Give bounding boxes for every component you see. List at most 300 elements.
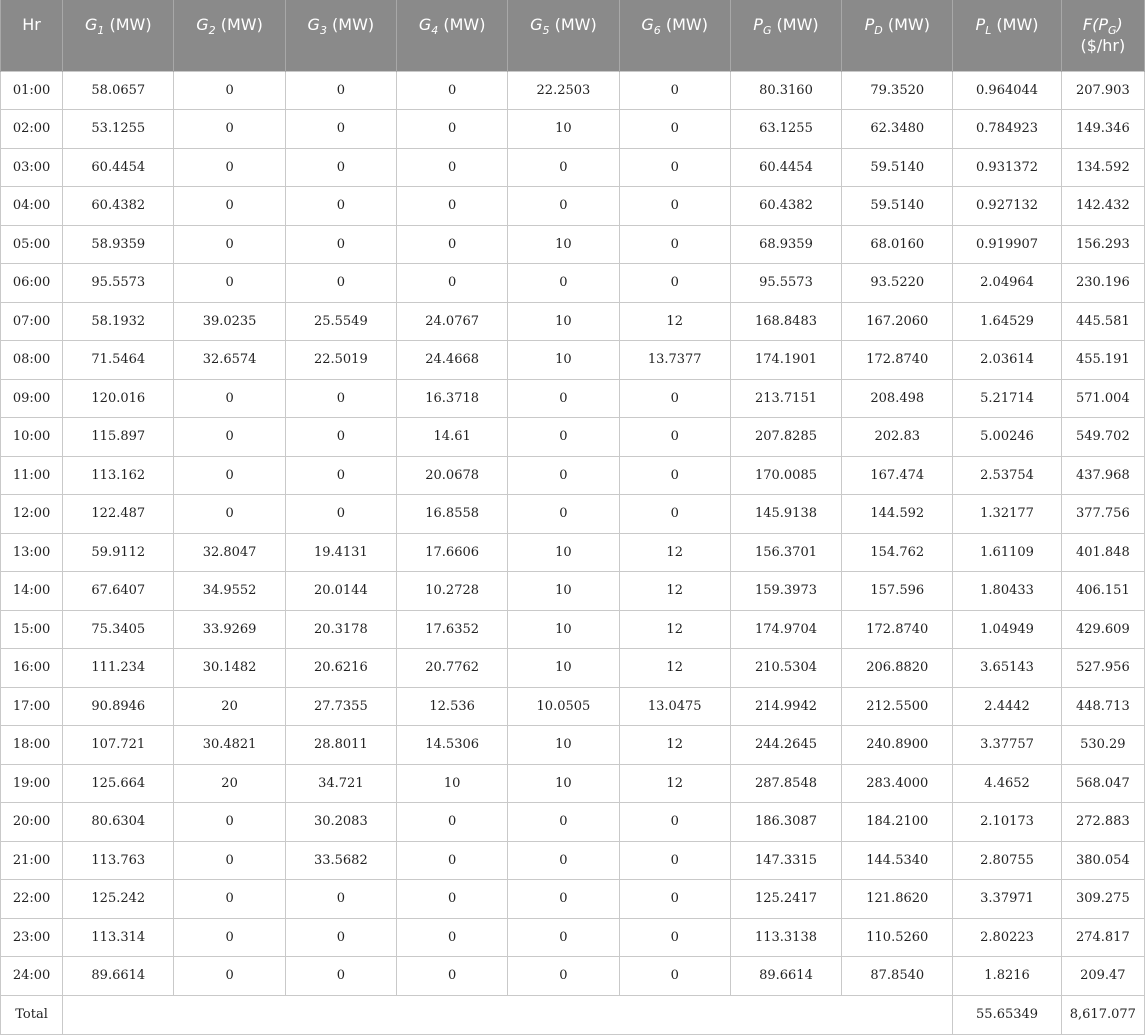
table-cell: 120.016 xyxy=(63,379,174,418)
table-cell: 0 xyxy=(619,495,730,534)
table-cell: 167.2060 xyxy=(842,302,953,341)
header-unit: (MW) xyxy=(326,15,375,34)
table-cell: 93.5220 xyxy=(842,264,953,303)
table-cell: 2.80223 xyxy=(953,918,1061,957)
table-cell: 0 xyxy=(397,803,508,842)
table-cell: 10 xyxy=(508,610,619,649)
table-cell: 0.784923 xyxy=(953,110,1061,149)
table-cell: 0 xyxy=(619,225,730,264)
table-cell: 24.4668 xyxy=(397,341,508,380)
table-row xyxy=(1,649,1145,688)
table-cell: 0 xyxy=(174,418,285,457)
table-cell: 10 xyxy=(508,341,619,380)
table-cell: 145.9138 xyxy=(730,495,841,534)
table-cell: 274.817 xyxy=(1061,918,1144,957)
table-cell: 0 xyxy=(285,71,396,110)
table-cell: 10 xyxy=(508,533,619,572)
table-cell: 07:00 xyxy=(1,302,63,341)
table-cell: 14:00 xyxy=(1,572,63,611)
table-cell: 210.5304 xyxy=(730,649,841,688)
table-row xyxy=(1,610,1145,649)
table-cell: 68.9359 xyxy=(730,225,841,264)
table-cell: 5.21714 xyxy=(953,379,1061,418)
table-cell: 10 xyxy=(508,110,619,149)
header-unit: (MW) xyxy=(438,15,486,34)
table-cell: 0 xyxy=(285,418,396,457)
table-cell: 0 xyxy=(619,803,730,842)
table-cell: 0 xyxy=(508,187,619,226)
table-row xyxy=(1,225,1145,264)
table-cell: 0 xyxy=(508,456,619,495)
header-g3 xyxy=(285,0,396,71)
table-cell: 125.242 xyxy=(63,880,174,919)
table-row xyxy=(1,918,1145,957)
table-cell: 1.64529 xyxy=(953,302,1061,341)
table-cell: 406.151 xyxy=(1061,572,1144,611)
table-cell: 32.8047 xyxy=(174,533,285,572)
table-row xyxy=(1,880,1145,919)
table-cell: 230.196 xyxy=(1061,264,1144,303)
header-subscript: D xyxy=(874,24,883,38)
total-row xyxy=(1,995,1145,1034)
table-cell: 0 xyxy=(619,148,730,187)
header-hr xyxy=(1,0,63,71)
table-row xyxy=(1,418,1145,457)
table-cell: 16:00 xyxy=(1,649,63,688)
table-cell: 0 xyxy=(285,110,396,149)
table-cell: 157.596 xyxy=(842,572,953,611)
table-cell: 2.80755 xyxy=(953,841,1061,880)
table-cell: 27.7355 xyxy=(285,687,396,726)
table-row xyxy=(1,841,1145,880)
table-cell: 95.5573 xyxy=(63,264,174,303)
header-fpg xyxy=(1061,0,1144,71)
table-cell: 401.848 xyxy=(1061,533,1144,572)
header-subscript: 3 xyxy=(319,24,327,38)
table-cell: 0 xyxy=(174,110,285,149)
table-cell: 455.191 xyxy=(1061,341,1144,380)
total-pl-cell: 55.65349 xyxy=(953,995,1061,1034)
table-cell: 1.8216 xyxy=(953,957,1061,996)
table-cell: 20.0678 xyxy=(397,456,508,495)
table-cell: 107.721 xyxy=(63,726,174,765)
table-cell: 2.53754 xyxy=(953,456,1061,495)
table-cell: 174.9704 xyxy=(730,610,841,649)
table-cell: 0 xyxy=(619,880,730,919)
header-unit: Hr xyxy=(22,15,41,34)
table-cell: 0 xyxy=(397,841,508,880)
table-cell: 20:00 xyxy=(1,803,63,842)
table-row xyxy=(1,726,1145,765)
table-cell: 63.1255 xyxy=(730,110,841,149)
header-unit: (MW) xyxy=(882,15,930,34)
header-unit-line2: ($/hr) xyxy=(1080,36,1126,55)
table-cell: 20.3178 xyxy=(285,610,396,649)
table-cell: 79.3520 xyxy=(842,71,953,110)
table-cell: 0 xyxy=(619,418,730,457)
table-cell: 20.7762 xyxy=(397,649,508,688)
header-unit: (MW) xyxy=(549,15,597,34)
table-cell: 0 xyxy=(174,841,285,880)
table-cell: 0 xyxy=(285,264,396,303)
table-cell: 0 xyxy=(285,957,396,996)
table-cell: 59.5140 xyxy=(842,148,953,187)
header-subscript: 4 xyxy=(431,24,439,38)
table-cell: 168.8483 xyxy=(730,302,841,341)
header-unit: (MW) xyxy=(104,15,152,34)
table-cell: 1.32177 xyxy=(953,495,1061,534)
table-cell: 272.883 xyxy=(1061,803,1144,842)
table-row xyxy=(1,187,1145,226)
table-cell: 24.0767 xyxy=(397,302,508,341)
table-cell: 0 xyxy=(508,148,619,187)
table-cell: 30.4821 xyxy=(174,726,285,765)
table-cell: 568.047 xyxy=(1061,764,1144,803)
table-cell: 17.6352 xyxy=(397,610,508,649)
table-cell: 530.29 xyxy=(1061,726,1144,765)
table-cell: 207.8285 xyxy=(730,418,841,457)
table-cell: 10.2728 xyxy=(397,572,508,611)
header-pg xyxy=(730,0,841,71)
table-cell: 04:00 xyxy=(1,187,63,226)
table-cell: 06:00 xyxy=(1,264,63,303)
table-cell: 08:00 xyxy=(1,341,63,380)
table-cell: 445.581 xyxy=(1061,302,1144,341)
table-row xyxy=(1,687,1145,726)
table-cell: 121.8620 xyxy=(842,880,953,919)
header-var: G xyxy=(307,15,320,34)
table-cell: 21:00 xyxy=(1,841,63,880)
table-cell: 571.004 xyxy=(1061,379,1144,418)
table-cell: 113.162 xyxy=(63,456,174,495)
table-cell: 0 xyxy=(174,71,285,110)
header-var: G xyxy=(530,15,543,34)
table-cell: 80.3160 xyxy=(730,71,841,110)
table-cell: 0 xyxy=(397,957,508,996)
table-cell: 0 xyxy=(619,110,730,149)
table-cell: 22.2503 xyxy=(508,71,619,110)
table-cell: 12 xyxy=(619,726,730,765)
table-cell: 02:00 xyxy=(1,110,63,149)
header-unit: (MW) xyxy=(660,15,708,34)
table-cell: 0 xyxy=(619,379,730,418)
table-cell: 60.4454 xyxy=(63,148,174,187)
table-cell: 283.4000 xyxy=(842,764,953,803)
table-cell: 60.4454 xyxy=(730,148,841,187)
header-unit: (MW) xyxy=(771,15,819,34)
table-cell: 0 xyxy=(508,841,619,880)
table-cell: 2.04964 xyxy=(953,264,1061,303)
table-cell: 0 xyxy=(397,110,508,149)
table-cell: 206.8820 xyxy=(842,649,953,688)
table-cell: 0 xyxy=(508,379,619,418)
table-cell: 12 xyxy=(619,764,730,803)
table-cell: 60.4382 xyxy=(63,187,174,226)
table-cell: 186.3087 xyxy=(730,803,841,842)
header-g4 xyxy=(397,0,508,71)
header-subscript: L xyxy=(985,24,992,38)
table-cell: 240.8900 xyxy=(842,726,953,765)
table-cell: 0.919907 xyxy=(953,225,1061,264)
table-cell: 12 xyxy=(619,572,730,611)
table-row xyxy=(1,148,1145,187)
table-row xyxy=(1,495,1145,534)
table-cell: 10 xyxy=(508,726,619,765)
table-cell: 159.3973 xyxy=(730,572,841,611)
table-cell: 154.762 xyxy=(842,533,953,572)
table-cell: 0 xyxy=(174,264,285,303)
table-cell: 58.0657 xyxy=(63,71,174,110)
table-cell: 24:00 xyxy=(1,957,63,996)
table-cell: 0 xyxy=(174,918,285,957)
table-cell: 12 xyxy=(619,533,730,572)
table-cell: 95.5573 xyxy=(730,264,841,303)
header-unit: (MW) xyxy=(215,15,263,34)
table-cell: 144.592 xyxy=(842,495,953,534)
table-cell: 209.47 xyxy=(1061,957,1144,996)
table-cell: 0 xyxy=(397,148,508,187)
table-cell: 184.2100 xyxy=(842,803,953,842)
table-cell: 172.8740 xyxy=(842,341,953,380)
table-cell: 12.536 xyxy=(397,687,508,726)
header-var: P xyxy=(753,15,763,34)
header-subscript: 1 xyxy=(97,24,105,38)
table-row xyxy=(1,803,1145,842)
table-cell: 10 xyxy=(508,302,619,341)
table-cell: 134.592 xyxy=(1061,148,1144,187)
table-cell: 20 xyxy=(174,764,285,803)
table-cell: 125.2417 xyxy=(730,880,841,919)
header-subscript: 5 xyxy=(542,24,550,38)
table-cell: 549.702 xyxy=(1061,418,1144,457)
table-cell: 32.6574 xyxy=(174,341,285,380)
table-cell: 10 xyxy=(508,764,619,803)
table-cell: 0 xyxy=(619,841,730,880)
table-cell: 25.5549 xyxy=(285,302,396,341)
table-cell: 142.432 xyxy=(1061,187,1144,226)
table-row xyxy=(1,264,1145,303)
table-cell: 13.0475 xyxy=(619,687,730,726)
table-cell: 0 xyxy=(397,71,508,110)
table-cell: 30.2083 xyxy=(285,803,396,842)
table-row xyxy=(1,456,1145,495)
table-cell: 0 xyxy=(285,148,396,187)
table-cell: 14.61 xyxy=(397,418,508,457)
table-cell: 212.5500 xyxy=(842,687,953,726)
table-cell: 0 xyxy=(285,880,396,919)
table-cell: 213.7151 xyxy=(730,379,841,418)
table-cell: 59.9112 xyxy=(63,533,174,572)
table-row xyxy=(1,379,1145,418)
table-cell: 309.275 xyxy=(1061,880,1144,919)
table-cell: 05:00 xyxy=(1,225,63,264)
table-cell: 0 xyxy=(285,187,396,226)
table-cell: 208.498 xyxy=(842,379,953,418)
table-cell: 33.5682 xyxy=(285,841,396,880)
table-cell: 214.9942 xyxy=(730,687,841,726)
table-cell: 113.3138 xyxy=(730,918,841,957)
table-cell: 156.3701 xyxy=(730,533,841,572)
table-cell: 87.8540 xyxy=(842,957,953,996)
table-cell: 147.3315 xyxy=(730,841,841,880)
header-subscript: 2 xyxy=(208,24,216,38)
header-var: G xyxy=(418,15,432,34)
table-cell: 0 xyxy=(508,418,619,457)
table-cell: 22:00 xyxy=(1,880,63,919)
table-cell: 0 xyxy=(174,456,285,495)
table-cell: 10 xyxy=(508,572,619,611)
table-cell: 0 xyxy=(619,187,730,226)
header-var: G xyxy=(84,15,98,34)
table-cell: 10.0505 xyxy=(508,687,619,726)
table-cell: 19.4131 xyxy=(285,533,396,572)
table-cell: 1.80433 xyxy=(953,572,1061,611)
table-cell: 0 xyxy=(619,918,730,957)
table-cell: 17:00 xyxy=(1,687,63,726)
table-cell: 09:00 xyxy=(1,379,63,418)
table-body xyxy=(1,71,1145,1034)
table-cell: 20.0144 xyxy=(285,572,396,611)
table-cell: 0 xyxy=(174,187,285,226)
header-g2 xyxy=(174,0,285,71)
table-cell: 12 xyxy=(619,610,730,649)
total-f-cell: 8,617.077 xyxy=(1061,995,1144,1034)
header-var: G xyxy=(196,15,209,34)
table-cell: 20.6216 xyxy=(285,649,396,688)
table-cell: 10:00 xyxy=(1,418,63,457)
table-cell: 0 xyxy=(619,264,730,303)
table-cell: 429.609 xyxy=(1061,610,1144,649)
header-unit: (MW) xyxy=(991,15,1039,34)
table-cell: 3.37971 xyxy=(953,880,1061,919)
table-cell: 0 xyxy=(174,803,285,842)
table-cell: 0 xyxy=(508,495,619,534)
table-cell: 0 xyxy=(619,456,730,495)
table-cell: 144.5340 xyxy=(842,841,953,880)
table-cell: 34.9552 xyxy=(174,572,285,611)
table-cell: 0 xyxy=(508,264,619,303)
table-cell: 0 xyxy=(174,880,285,919)
table-cell: 156.293 xyxy=(1061,225,1144,264)
table-cell: 10 xyxy=(508,649,619,688)
table-row xyxy=(1,71,1145,110)
table-cell: 2.4442 xyxy=(953,687,1061,726)
table-cell: 15:00 xyxy=(1,610,63,649)
table-cell: 2.03614 xyxy=(953,341,1061,380)
header-g6 xyxy=(619,0,730,71)
table-cell: 0 xyxy=(397,264,508,303)
total-label: Total xyxy=(1,995,63,1034)
header-unit: ) xyxy=(1116,15,1123,34)
table-cell: 30.1482 xyxy=(174,649,285,688)
header-var: G xyxy=(641,15,654,34)
table-cell: 110.5260 xyxy=(842,918,953,957)
table-cell: 0 xyxy=(174,148,285,187)
table-cell: 111.234 xyxy=(63,649,174,688)
table-cell: 0 xyxy=(397,918,508,957)
table-cell: 13:00 xyxy=(1,533,63,572)
table-cell: 207.903 xyxy=(1061,71,1144,110)
header-subscript: 6 xyxy=(653,24,661,38)
table-cell: 23:00 xyxy=(1,918,63,957)
table-cell: 01:00 xyxy=(1,71,63,110)
table-cell: 2.10173 xyxy=(953,803,1061,842)
table-cell: 13.7377 xyxy=(619,341,730,380)
table-cell: 89.6614 xyxy=(63,957,174,996)
table-cell: 122.487 xyxy=(63,495,174,534)
table-cell: 10 xyxy=(508,225,619,264)
header-pl xyxy=(953,0,1061,71)
table-cell: 0 xyxy=(285,379,396,418)
table-cell: 0.964044 xyxy=(953,71,1061,110)
table-cell: 67.6407 xyxy=(63,572,174,611)
table-row xyxy=(1,341,1145,380)
header-g5 xyxy=(508,0,619,71)
table-cell: 0 xyxy=(174,225,285,264)
table-cell: 59.5140 xyxy=(842,187,953,226)
table-cell: 0 xyxy=(285,495,396,534)
table-row xyxy=(1,533,1145,572)
table-cell: 125.664 xyxy=(63,764,174,803)
table-cell: 22.5019 xyxy=(285,341,396,380)
table-row xyxy=(1,110,1145,149)
table-cell: 10 xyxy=(397,764,508,803)
table-cell: 170.0085 xyxy=(730,456,841,495)
table-cell: 380.054 xyxy=(1061,841,1144,880)
header-var: F(P xyxy=(1082,15,1108,34)
table-cell: 90.8946 xyxy=(63,687,174,726)
table-cell: 0 xyxy=(508,803,619,842)
table-cell: 0 xyxy=(508,957,619,996)
table-cell: 80.6304 xyxy=(63,803,174,842)
table-cell: 0 xyxy=(619,71,730,110)
table-cell: 62.3480 xyxy=(842,110,953,149)
table-cell: 60.4382 xyxy=(730,187,841,226)
header-row xyxy=(1,0,1145,71)
table-cell: 287.8548 xyxy=(730,764,841,803)
table-cell: 448.713 xyxy=(1061,687,1144,726)
table-cell: 113.763 xyxy=(63,841,174,880)
table-cell: 174.1901 xyxy=(730,341,841,380)
table-cell: 0 xyxy=(285,918,396,957)
table-cell: 0 xyxy=(508,880,619,919)
table-cell: 0 xyxy=(508,918,619,957)
table-row xyxy=(1,764,1145,803)
table-cell: 0 xyxy=(397,880,508,919)
table-cell: 4.4652 xyxy=(953,764,1061,803)
table-cell: 202.83 xyxy=(842,418,953,457)
table-cell: 0 xyxy=(397,225,508,264)
table-cell: 5.00246 xyxy=(953,418,1061,457)
table-cell: 12:00 xyxy=(1,495,63,534)
table-cell: 58.1932 xyxy=(63,302,174,341)
table-row xyxy=(1,302,1145,341)
table-cell: 0 xyxy=(174,957,285,996)
table-cell: 1.61109 xyxy=(953,533,1061,572)
table-cell: 14.5306 xyxy=(397,726,508,765)
table-cell: 244.2645 xyxy=(730,726,841,765)
table-cell: 0 xyxy=(285,225,396,264)
table-cell: 89.6614 xyxy=(730,957,841,996)
table-cell: 39.0235 xyxy=(174,302,285,341)
header-subscript: G xyxy=(1108,24,1117,38)
header-pd xyxy=(842,0,953,71)
table-cell: 1.04949 xyxy=(953,610,1061,649)
table-cell: 17.6606 xyxy=(397,533,508,572)
header-var: P xyxy=(864,15,875,34)
table-cell: 12 xyxy=(619,649,730,688)
table-cell: 20 xyxy=(174,687,285,726)
